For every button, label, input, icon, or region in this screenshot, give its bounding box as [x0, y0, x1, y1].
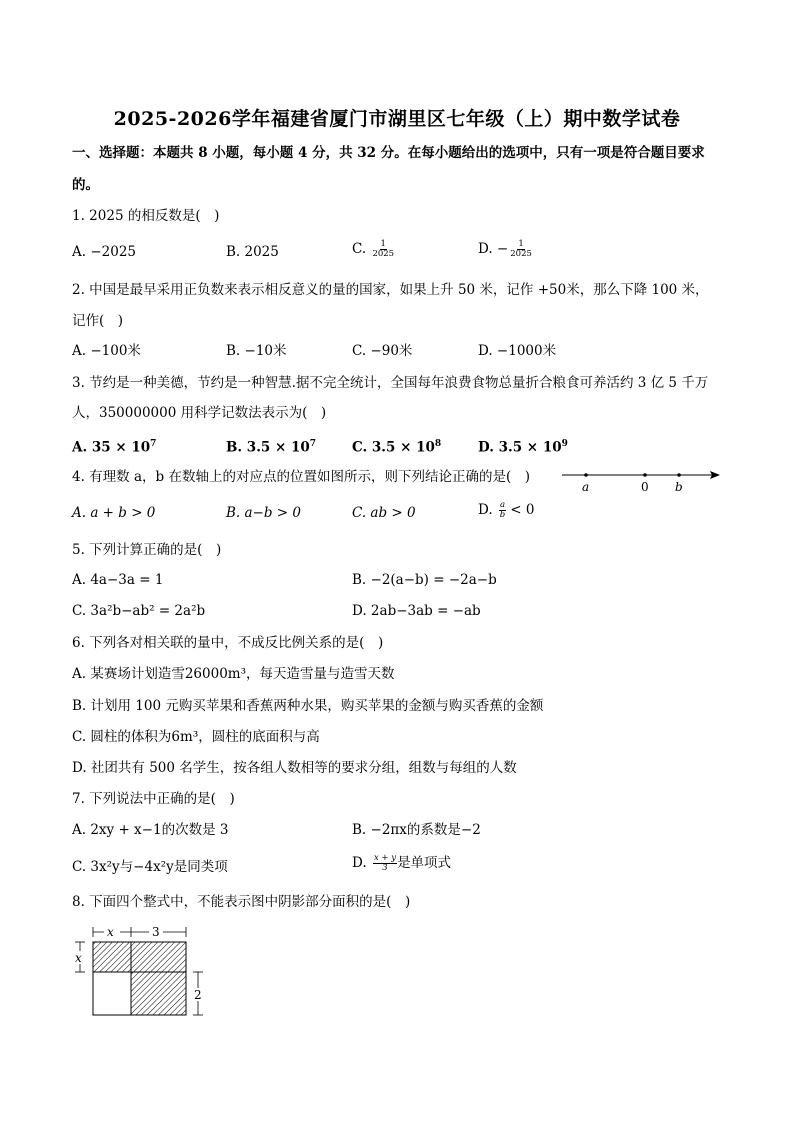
q3-b-base: B. 3.5 × 10 [226, 439, 310, 456]
number-line-figure [560, 464, 726, 496]
label-2: 2 [194, 988, 202, 1002]
q3-option-c [352, 435, 441, 457]
q8-stem: 8. 下面四个整式中，不能表示图中阴影部分面积的是( ) [72, 894, 411, 910]
q6-option-b: B. 计划用 100 元购买苹果和香蕉两种水果，购买苹果的金额与购买香蕉的金额 [72, 698, 544, 714]
page-title: 2025-2026学年福建省厦门市湖里区七年级（上）期中数学试卷 [113, 108, 681, 130]
q3-a-base: A. 35 × 10 [72, 439, 151, 456]
point-zero [643, 473, 647, 477]
label-3: 3 [152, 925, 160, 939]
q7-option-c: C. 3x²y与−4x²y是同类项 [72, 859, 228, 875]
q4-d-fraction [499, 501, 506, 520]
q2-option-c: C. −90米 [352, 343, 413, 359]
q7-d-label: D. [352, 855, 371, 871]
section-heading-line2: 的。 [72, 177, 99, 193]
shaded-top-left [93, 942, 131, 972]
q7-d-numerator: x + y [373, 853, 397, 863]
q4-d-numerator: a [499, 500, 506, 510]
q4-option-d [478, 501, 535, 520]
label-x-left: x [75, 951, 82, 965]
q4-option-b: B. a−b > 0 [226, 505, 301, 521]
q7-option-b: B. −2πx的系数是−2 [352, 822, 481, 838]
q2-option-a: A. −100米 [72, 343, 141, 359]
q2-option-d: D. −1000米 [478, 343, 557, 359]
q5-option-b: B. −2(a−b) = −2a−b [352, 572, 497, 588]
q4-d-denominator: b [499, 510, 506, 520]
q1-option-c-label: C. [352, 241, 371, 257]
point-b [677, 473, 681, 477]
shaded-right-column [131, 942, 186, 1015]
q3-option-b [226, 435, 316, 457]
q1-option-d-label: D. − [478, 241, 509, 257]
q5-option-d: D. 2ab−3ab = −ab [352, 603, 481, 619]
q1-d-denominator: 2025 [510, 249, 532, 259]
q7-d-fraction [373, 854, 397, 873]
label-zero: 0 [641, 480, 649, 494]
q7-d-suffix: 是单项式 [397, 855, 452, 871]
q2-stem-line2: 记作( ) [72, 313, 124, 329]
q3-stem-line1: 3. 节约是一种美德，节约是一种智慧.据不完全统计，全国每年浪费食物总量折合粮食可养活约 3 亿 5 千万 [72, 375, 709, 391]
q7-option-d [352, 854, 451, 873]
label-x-top: x [107, 925, 114, 939]
q3-d-exponent: 9 [561, 439, 568, 449]
shaded-area-figure [70, 922, 210, 1018]
q4-stem: 4. 有理数 a，b 在数轴上的对应点的位置如图所示，则下列结论正确的是( ) [72, 469, 530, 485]
q4-d-suffix: < 0 [506, 502, 535, 518]
q1-stem: 1. 2025 的相反数是( ) [72, 208, 220, 224]
q3-option-d [478, 435, 568, 457]
q7-d-denominator: 3 [382, 863, 388, 873]
q1-option-d [478, 240, 532, 259]
q7-stem: 7. 下列说法中正确的是( ) [72, 791, 235, 807]
q1-option-c-fraction [372, 240, 394, 259]
section-heading-line1: 一、选择题：本题共 8 小题，每小题 4 分，共 32 分。在每小题给出的选项中，只有一项是符合题目要求 [72, 145, 705, 161]
q1-c-denominator: 2025 [372, 249, 395, 259]
q3-stem-line2: 人，350000000 用科学记数法表示为( ) [72, 405, 327, 421]
q1-option-b: B. 2025 [226, 244, 279, 260]
q3-d-base: D. 3.5 × 10 [478, 439, 562, 456]
q6-option-c: C. 圆柱的体积为6m³，圆柱的底面积与高 [72, 729, 320, 745]
q1-option-c [352, 240, 394, 259]
q1-d-numerator: 1 [518, 239, 524, 249]
label-a: a [582, 480, 590, 494]
q3-option-a [72, 435, 156, 457]
q4-d-label: D. [478, 502, 497, 518]
q1-c-numerator: 1 [380, 239, 386, 249]
q7-option-a: A. 2xy + x−1的次数是 3 [72, 822, 229, 838]
q5-option-c: C. 3a²b−ab² = 2a²b [72, 603, 206, 619]
q6-option-d: D. 社团共有 500 名学生，按各组人数相等的要求分组，组数与每组的人数 [72, 760, 517, 776]
q3-a-exponent: 7 [150, 439, 157, 449]
q1-option-d-fraction [510, 240, 532, 259]
q6-option-a: A. 某赛场计划造雪26000m³，每天造雪量与造雪天数 [72, 666, 395, 682]
q2-option-b: B. −10米 [226, 343, 287, 359]
point-a [584, 473, 588, 477]
q3-c-exponent: 8 [434, 439, 442, 449]
q4-option-a: A. a + b > 0 [72, 505, 156, 521]
q2-stem-line1: 2. 中国是最早采用正负数来表示相反意义的量的国家，如果上升 50 米，记作 +50米，那么下降 100 米， [72, 282, 709, 298]
q5-option-a: A. 4a−3a = 1 [72, 572, 164, 588]
label-b: b [675, 480, 683, 494]
q3-c-base: C. 3.5 × 10 [352, 439, 435, 456]
q3-b-exponent: 7 [309, 439, 317, 449]
q6-stem: 6. 下列各对相关联的量中，不成反比例关系的是( ) [72, 635, 384, 651]
q1-option-a: A. −2025 [72, 244, 136, 260]
q5-stem: 5. 下列计算正确的是( ) [72, 542, 222, 558]
q4-option-c: C. ab > 0 [352, 505, 416, 521]
